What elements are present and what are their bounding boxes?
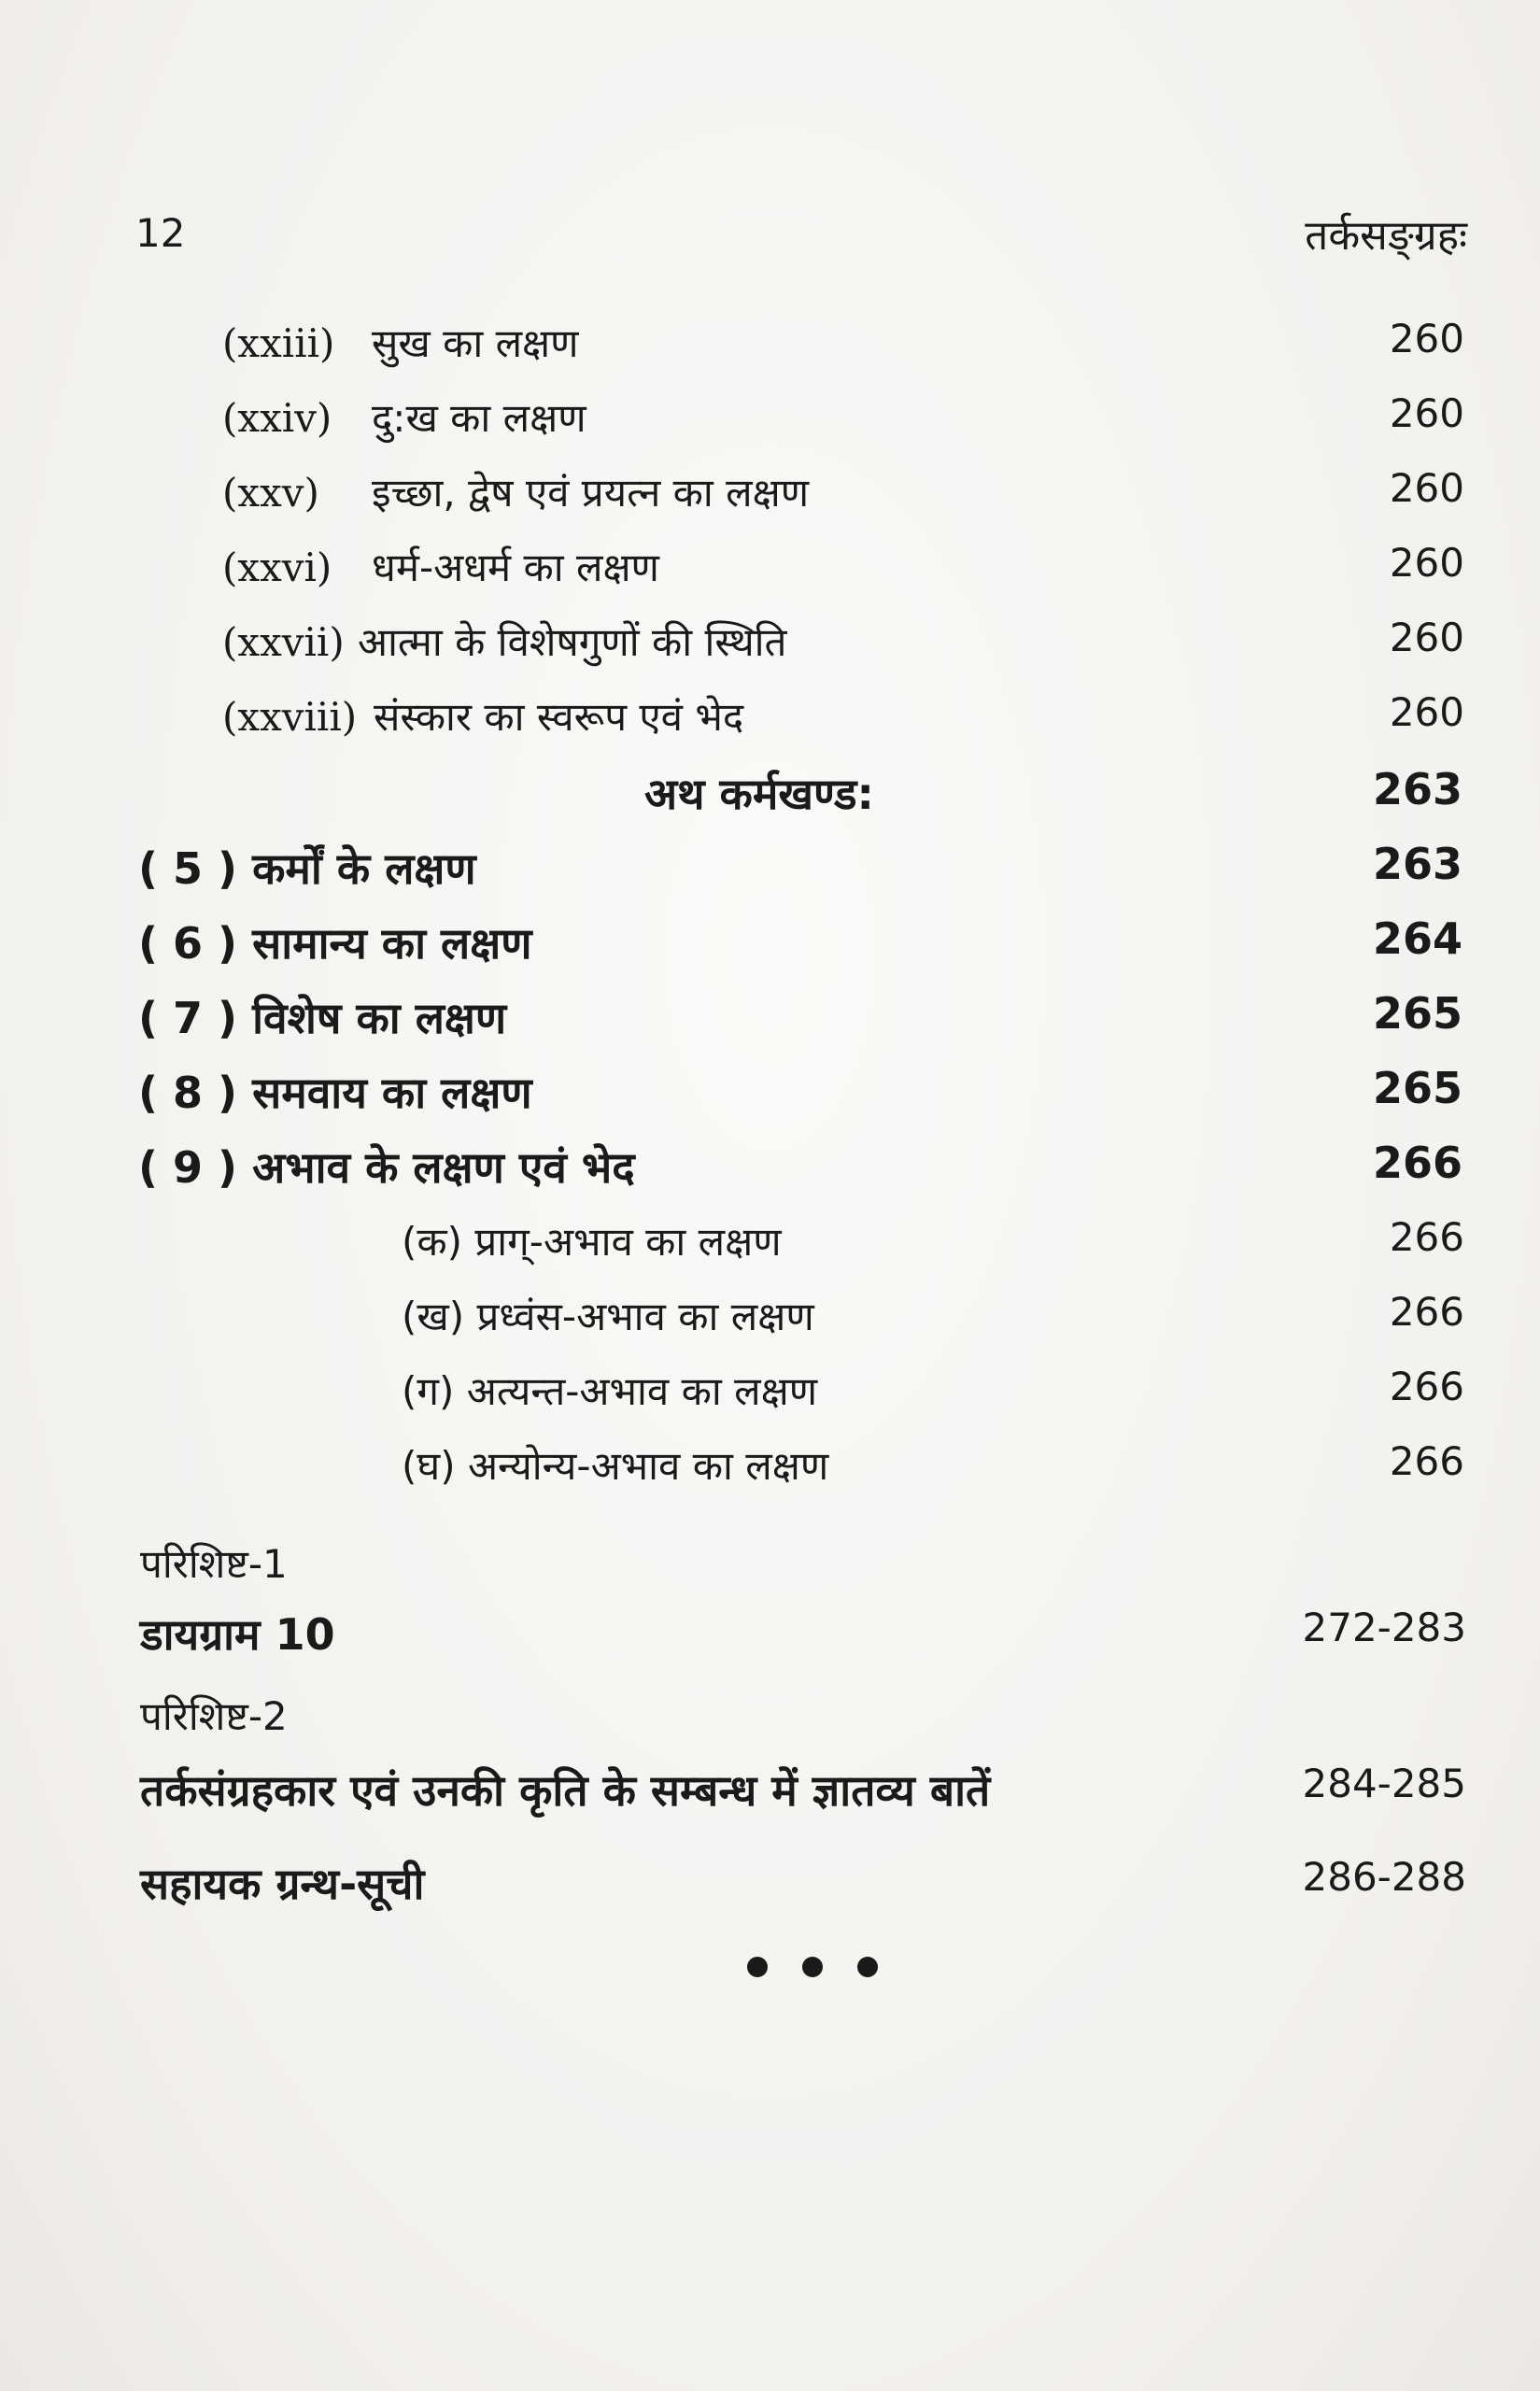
toc-entry[interactable] bbox=[140, 1605, 1466, 1670]
toc-entry[interactable] bbox=[138, 988, 1462, 1054]
section-heading[interactable] bbox=[644, 764, 1462, 829]
toc-entry[interactable] bbox=[222, 689, 1464, 755]
toc-entry[interactable] bbox=[402, 1438, 1464, 1504]
entry-page: 265 bbox=[1372, 1063, 1462, 1113]
entry-title: ( 7 ) विशेष का लक्षण bbox=[138, 993, 507, 1043]
toc-entry[interactable] bbox=[138, 1063, 1462, 1128]
entry-numeral: (xxvii) bbox=[222, 619, 345, 665]
entry-page: 260 bbox=[1389, 390, 1464, 436]
entry-page: 263 bbox=[1372, 839, 1462, 889]
ornament-dot bbox=[802, 1957, 823, 1977]
toc-entry[interactable] bbox=[138, 839, 1462, 904]
toc-entry[interactable] bbox=[140, 1854, 1466, 1919]
entry-title: (ख) प्रध्वंस-अभाव का लक्षण bbox=[402, 1294, 814, 1339]
entry-numeral: (xxvi) bbox=[222, 545, 332, 590]
entry-title: धर्म-अधर्म का लक्षण bbox=[372, 545, 659, 590]
entry-title: संस्कार का स्वरूप एवं भेद bbox=[374, 694, 744, 740]
appendix-label: परिशिष्ट-2 bbox=[140, 1693, 288, 1739]
appendix-label: परिशिष्ट-1 bbox=[140, 1541, 288, 1587]
entry-page: 260 bbox=[1389, 465, 1464, 511]
entry-title: ( 5 ) कर्मों के लक्षण bbox=[138, 843, 476, 894]
toc-entry[interactable] bbox=[222, 465, 1464, 531]
page-number: 12 bbox=[135, 210, 186, 256]
entry-numeral: (xxiv) bbox=[222, 395, 332, 441]
entry-title: ( 9 ) अभाव के लक्षण एवं भेद bbox=[138, 1142, 635, 1193]
section-title: अथ कर्मखण्ड: bbox=[644, 769, 874, 819]
entry-page: 260 bbox=[1389, 689, 1464, 735]
toc-entry[interactable] bbox=[138, 913, 1462, 979]
entry-title: (ग) अत्यन्त-अभाव का लक्षण bbox=[402, 1368, 818, 1414]
toc-entry[interactable] bbox=[402, 1289, 1464, 1354]
entry-page: 266 bbox=[1389, 1289, 1464, 1335]
entry-title: ( 6 ) सामान्य का लक्षण bbox=[138, 918, 532, 969]
entry-page: 272-283 bbox=[1302, 1605, 1466, 1650]
entry-title: तर्कसंग्रहकार एवं उनकी कृति के सम्बन्ध में ज्ञातव्य बातें bbox=[140, 1765, 991, 1816]
entry-title: ( 8 ) समवाय का लक्षण bbox=[138, 1068, 532, 1118]
entry-title: डायग्राम 10 bbox=[140, 1609, 335, 1660]
ornament-dot bbox=[857, 1957, 878, 1977]
entry-title: सहायक ग्रन्थ-सूची bbox=[140, 1859, 425, 1909]
entry-page: 266 bbox=[1389, 1438, 1464, 1484]
running-title: तर्कसङ्ग्रहः bbox=[1305, 212, 1467, 260]
entry-page: 284-285 bbox=[1302, 1761, 1466, 1806]
section-page: 263 bbox=[1372, 764, 1462, 814]
entry-page: 266 bbox=[1389, 1214, 1464, 1260]
entry-page: 264 bbox=[1372, 913, 1462, 964]
entry-numeral: (xxv) bbox=[222, 470, 319, 516]
entry-title: इच्छा, द्वेष एवं प्रयत्न का लक्षण bbox=[372, 470, 810, 516]
entry-page: 266 bbox=[1389, 1364, 1464, 1409]
entry-page: 286-288 bbox=[1302, 1854, 1466, 1900]
toc-entry[interactable] bbox=[222, 316, 1464, 381]
ornament-dot bbox=[747, 1957, 768, 1977]
entry-title: (घ) अन्योन्य-अभाव का लक्षण bbox=[402, 1443, 829, 1489]
entry-title: सुख का लक्षण bbox=[372, 320, 579, 366]
entry-page: 260 bbox=[1389, 540, 1464, 586]
entry-numeral: (xxviii) bbox=[222, 694, 358, 740]
toc-entry[interactable] bbox=[140, 1761, 1466, 1826]
entry-page: 266 bbox=[1372, 1138, 1462, 1188]
entry-title: (क) प्राग्-अभाव का लक्षण bbox=[402, 1219, 782, 1265]
entry-page: 260 bbox=[1389, 316, 1464, 361]
toc-entry[interactable] bbox=[222, 540, 1464, 605]
toc-entry[interactable] bbox=[402, 1214, 1464, 1280]
entry-page: 260 bbox=[1389, 615, 1464, 660]
entry-page: 265 bbox=[1372, 988, 1462, 1039]
entry-numeral: (xxiii) bbox=[222, 320, 335, 366]
toc-entry[interactable] bbox=[222, 615, 1464, 680]
entry-title: दु:ख का लक्षण bbox=[372, 395, 586, 441]
toc-entry[interactable] bbox=[402, 1364, 1464, 1429]
entry-title: आत्मा के विशेषगुणों की स्थिति bbox=[358, 619, 787, 665]
end-ornament bbox=[747, 1957, 878, 1977]
toc-entry[interactable] bbox=[138, 1138, 1462, 1203]
toc-entry[interactable] bbox=[222, 390, 1464, 456]
